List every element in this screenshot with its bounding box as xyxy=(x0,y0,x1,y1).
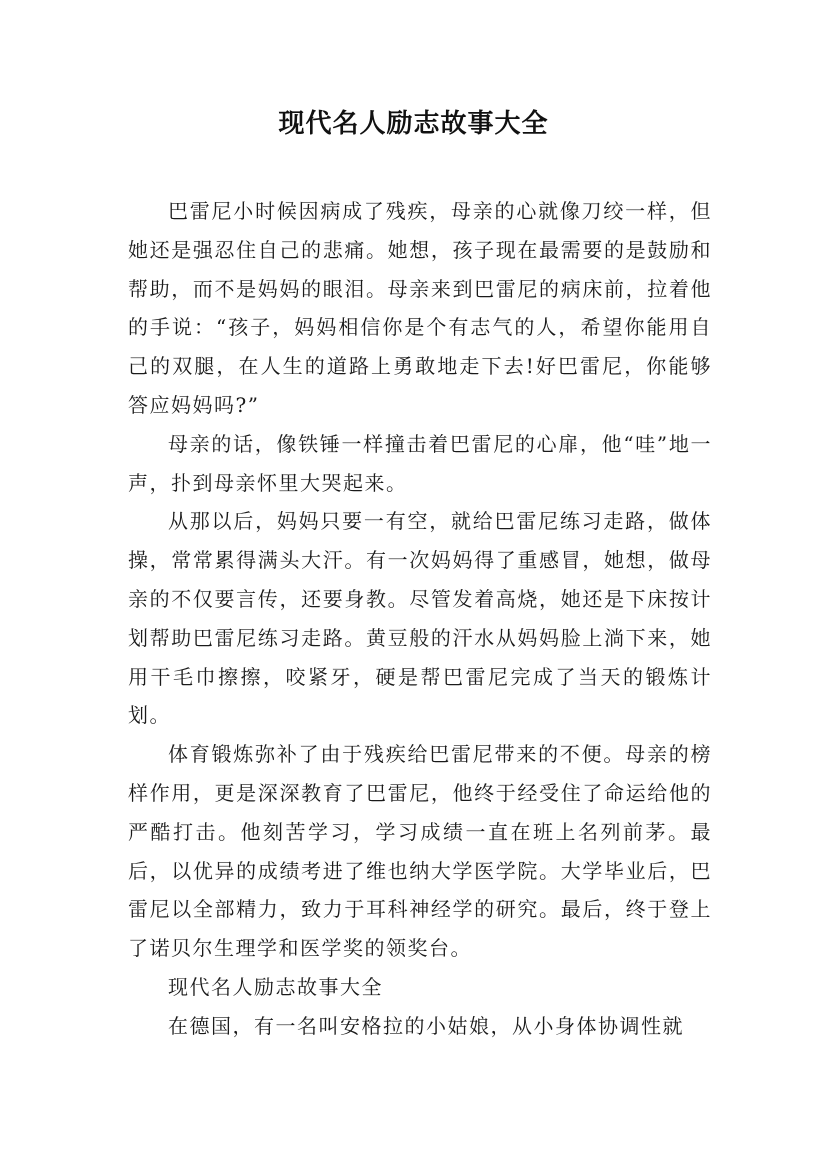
paragraph-2: 母亲的话，像铁锤一样撞击着巴雷尼的心扉，他“哇”地一声，扑到母亲怀里大哭起来。 xyxy=(128,431,712,495)
document-body xyxy=(128,192,712,1046)
document-title: 现代名人励志故事大全 xyxy=(278,109,549,139)
paragraph-4: 体育锻炼弥补了由于残疾给巴雷尼带来的不便。母亲的榜样作用，更是深深教育了巴雷尼，他终于经受住了命运给他的严酷打击。他刻苦学习，学习成绩一直在班上名列前茅。最后，以优异的成绩考进了维也纳大学医学院。大学毕业后，巴雷尼以全部精力，致力于耳科神经学的研究。最后，终于登上了诺贝尔生理学和医学奖的领奖台。 xyxy=(128,742,712,961)
paragraph-1: 巴雷尼小时候因病成了残疾，母亲的心就像刀绞一样，但她还是强忍住自己的悲痛。她想，孩子现在最需要的是鼓励和帮助，而不是妈妈的眼泪。母亲来到巴雷尼的病床前，拉着他的手说：“孩子，妈妈相信你是个有志气的人，希望你能用自己的双腿，在人生的道路上勇敢地走下去!好巴雷尼，你能够答应妈妈吗?” xyxy=(128,199,712,417)
paragraph-5: 在德国，有一名叫安格拉的小姑娘，从小身体协调性就 xyxy=(168,1013,684,1038)
section-heading: 现代名人励志故事大全 xyxy=(168,974,383,999)
paragraph-3: 从那以后，妈妈只要一有空，就给巴雷尼练习走路，做体操，常常累得满头大汗。有一次妈妈得了重感冒，她想，做母亲的不仅要言传，还要身教。尽管发着高烧，她还是下床按计划帮助巴雷尼练习走路。黄豆般的汗水从妈妈脸上淌下来，她用干毛巾擦擦，咬紧牙，硬是帮巴雷尼完成了当天的锻炼计划。 xyxy=(128,509,712,728)
